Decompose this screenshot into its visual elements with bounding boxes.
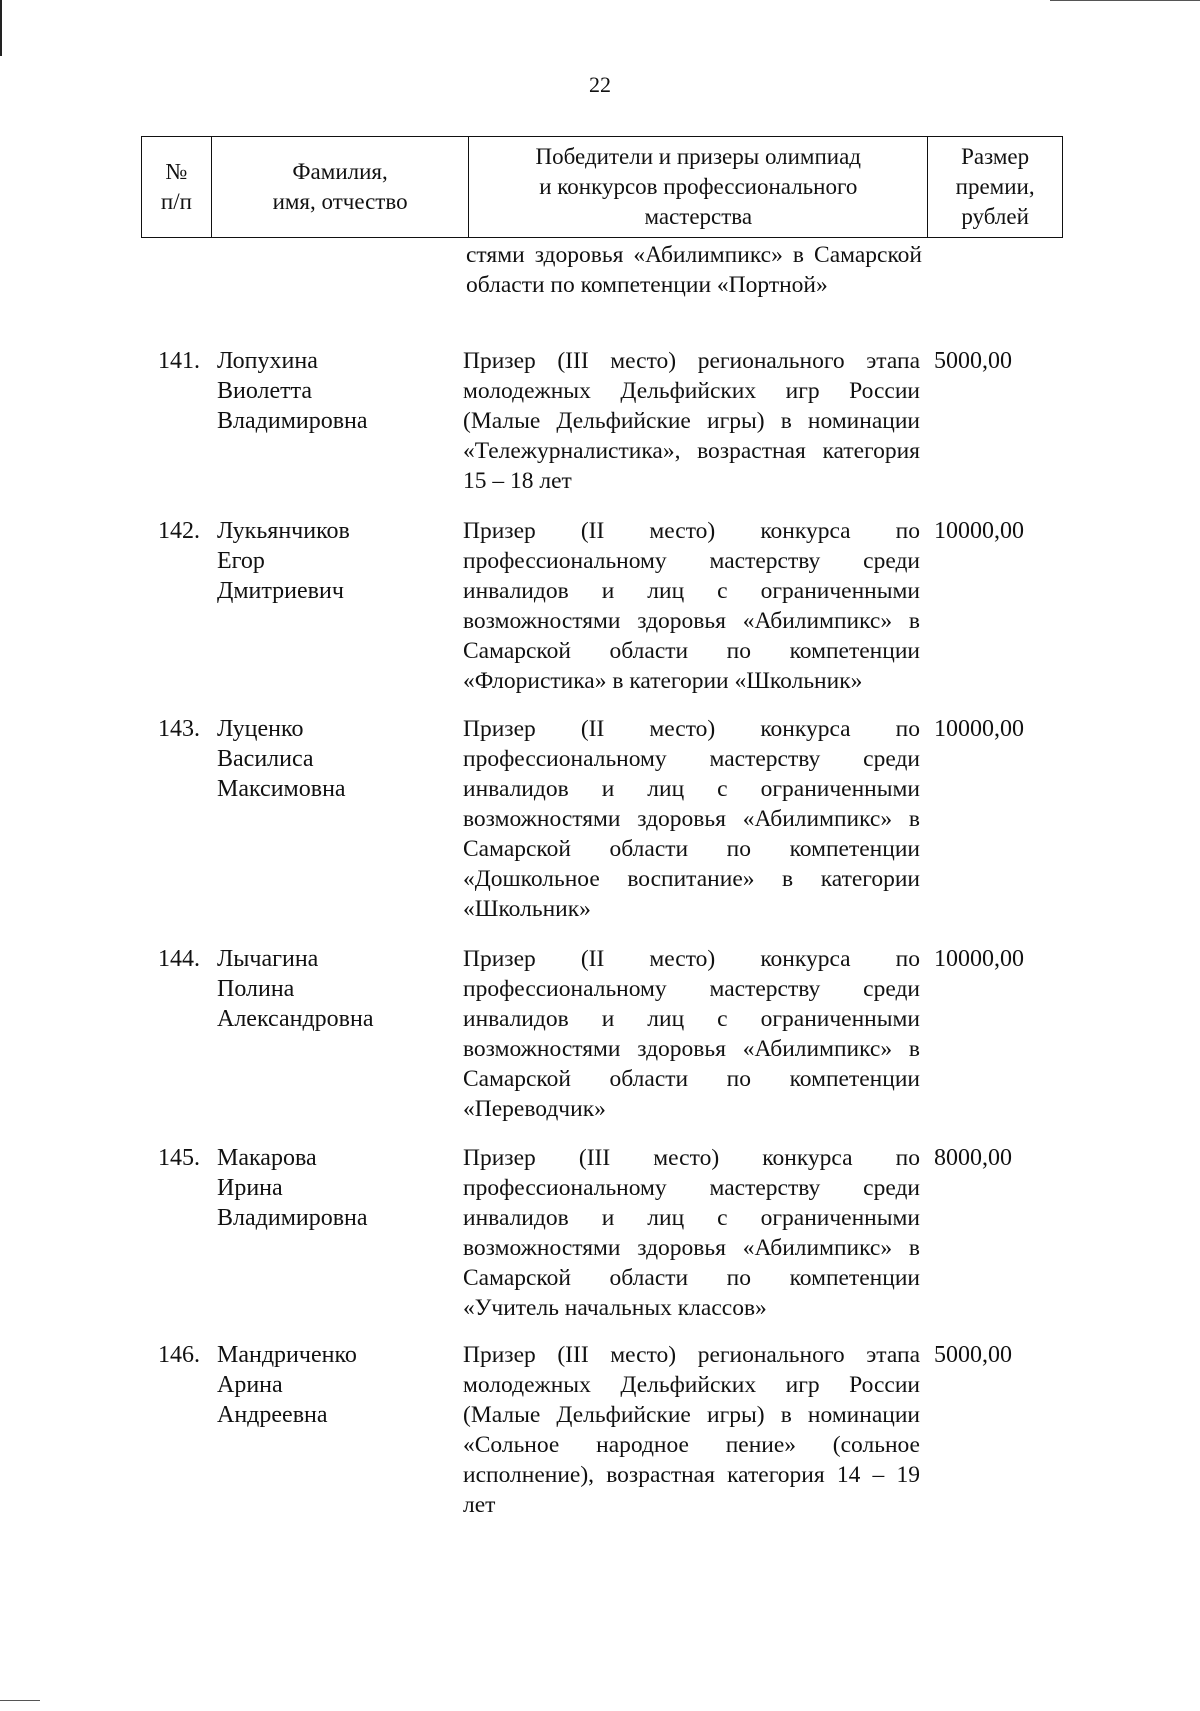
entry-name: Луценко Василиса Максимовна (217, 716, 346, 802)
page-number: 22 (589, 72, 611, 97)
entry-description: Призер (III место) регионального этапа молодежных Дельфийских игр России (Малые Дельфийские игры) в номинации «Сольное народное пение» (сольное исполнение), возрастная категория 14 – 19 лет (463, 1342, 920, 1518)
entry-prize: 8000,00 (934, 1145, 1012, 1171)
entry-name: Лукьянчиков Егор Дмитриевич (217, 518, 350, 604)
entry-prize: 10000,00 (934, 946, 1024, 972)
entry-description: Призер (II место) конкурса по профессиональному мастерству среди инвалидов и лиц с ограниченными возможностями здоровья «Абилимпикс» в Самарской области по компетенции «Дошкольное воспитание» в категории «Школьник» (463, 716, 920, 922)
entry-number: 146. (158, 1342, 200, 1368)
scan-edge-line (0, 1700, 40, 1701)
scan-edge-line (0, 0, 2, 56)
header-prize-column: Размер премии, рублей (955, 144, 1035, 229)
header-description-column: Победители и призеры олимпиад и конкурсов профессионального мастерства (469, 137, 928, 237)
entry-description: Призер (II место) конкурса по профессиональному мастерству среди инвалидов и лиц с ограниченными возможностями здоровья «Абилимпикс» в Самарской области по компетенции «Переводчик» (463, 946, 920, 1122)
table-header (141, 136, 1063, 238)
entry-description: Призер (III место) конкурса по профессиональному мастерству среди инвалидов и лиц с ограниченными возможностями здоровья «Абилимпикс» в Самарской области по компетенции «Учитель начальных классов» (463, 1145, 920, 1321)
entry-prize: 5000,00 (934, 348, 1012, 374)
entry-number: 141. (158, 348, 200, 374)
entry-number: 142. (158, 518, 200, 544)
header-number-column: № п/п (142, 137, 212, 237)
entry-name: Макарова Ирина Владимировна (217, 1145, 368, 1231)
entry-prize: 5000,00 (934, 1342, 1012, 1368)
entry-number: 144. (158, 946, 200, 972)
entry-name: Лопухина Виолетта Владимировна (217, 348, 368, 434)
entry-description: Призер (III место) регионального этапа молодежных Дельфийских игр России (Малые Дельфийские игры) в номинации «Тележурналистика», возрастная категория 15 – 18 лет (463, 348, 920, 494)
entry-name: Лычагина Полина Александровна (217, 946, 374, 1032)
continuation-text: стями здоровья «Абилимпикс» в Самарской области по компетенции «Портной» (466, 242, 922, 298)
entry-number: 143. (158, 716, 200, 742)
entry-name: Мандриченко Арина Андреевна (217, 1342, 357, 1428)
scan-edge-line (1050, 0, 1200, 1)
entry-prize: 10000,00 (934, 518, 1024, 544)
entry-prize: 10000,00 (934, 716, 1024, 742)
entry-number: 145. (158, 1145, 200, 1171)
header-name-column: Фамилия, имя, отчество (212, 137, 469, 237)
entry-description: Призер (II место) конкурса по профессиональному мастерству среди инвалидов и лиц с ограниченными возможностями здоровья «Абилимпикс» в Самарской области по компетенции «Флористика» в категории «Школьник» (463, 518, 920, 694)
